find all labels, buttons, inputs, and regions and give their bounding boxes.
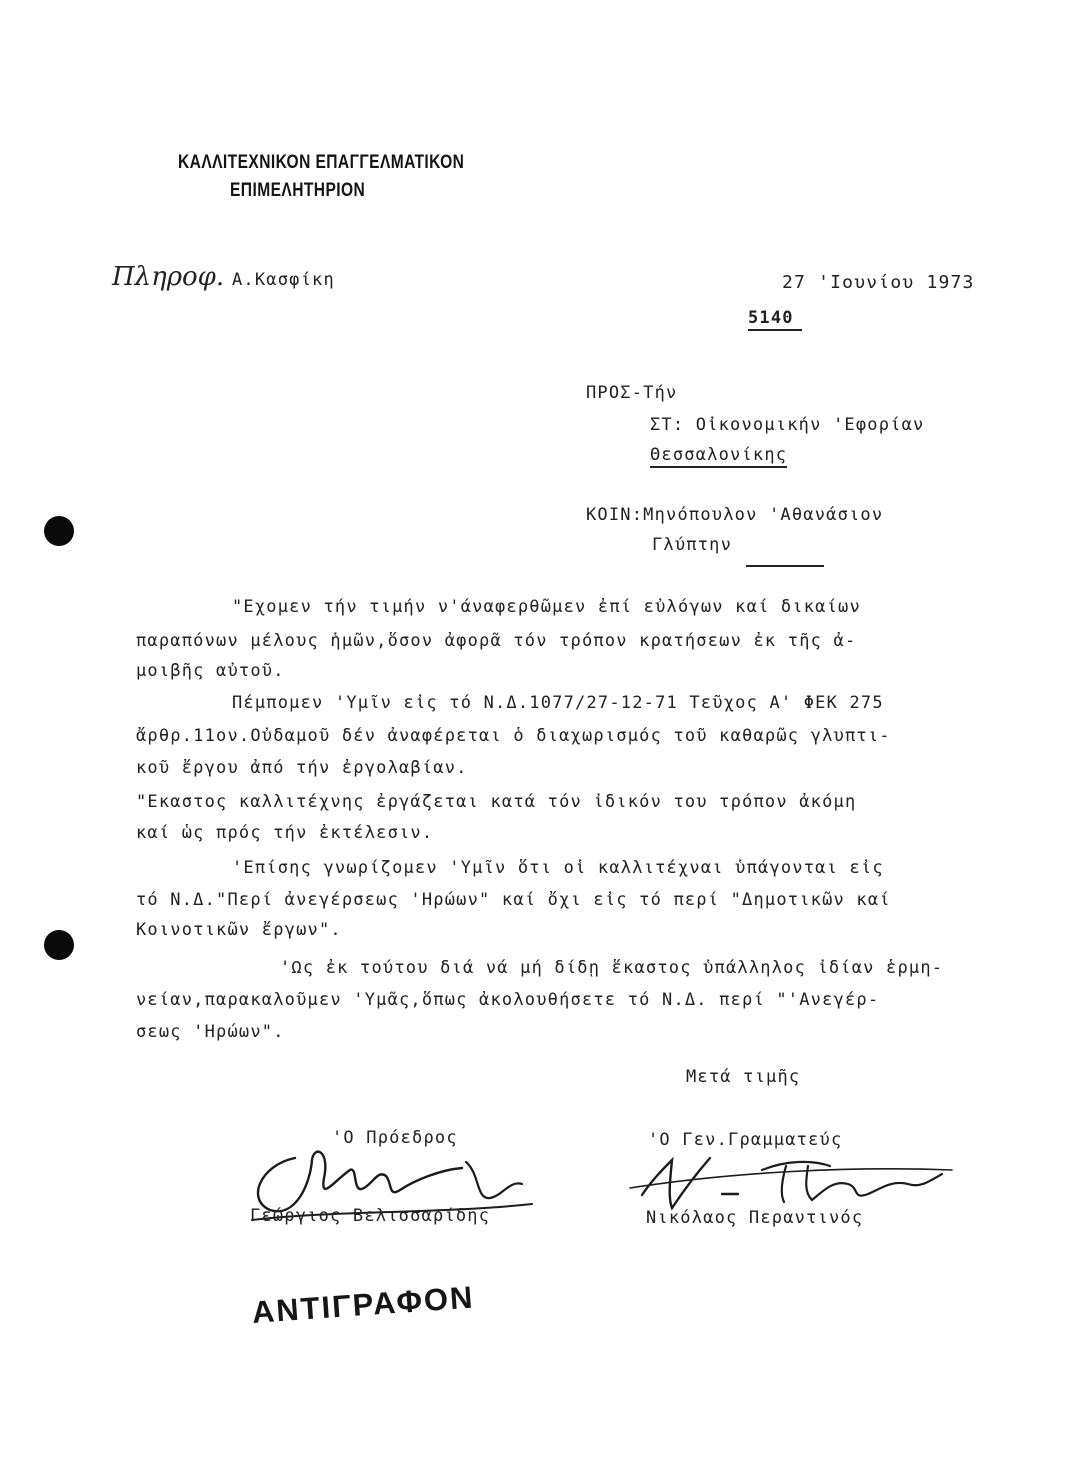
recipient-to-label: ΠΡΟΣ-Τήν	[586, 383, 678, 403]
org-name-line1: ΚΑΛΛΙΤΕΧΝΙΚΟΝ ΕΠΑΓΓΕΛΜΑΤΙΚΟΝ	[178, 152, 465, 173]
body-line: ἄρθρ.11ον.Οὐδαμοῦ δέν ἀναφέρεται ὁ διαχωρισμός τοῦ καθαρῶς γλυπτι-	[136, 726, 891, 746]
body-line: τό Ν.Δ."Περί ἀνεγέρσεως 'Ηρώων" καί ὄχι εἰς τό περί "Δημοτικῶν καί	[136, 890, 891, 910]
body-line: καί ὡς πρός τήν ἐκτέλεσιν.	[136, 823, 434, 843]
info-handwritten-label: Πληροφ.	[112, 262, 225, 292]
letter-date: 27 'Ιουνίου 1973	[782, 272, 975, 293]
hole-punch-top	[44, 516, 74, 546]
org-name-line2: ΕΠΙΜΕΛΗΤΗΡΙΟΝ	[230, 180, 366, 201]
body-line: Πέμπομεν 'Υμῖν εἰς τό Ν.Δ.1077/27-12-71 Τεῦχος Α' ΦΕΚ 275	[232, 693, 884, 713]
recipient-city: Θεσσαλονίκης	[650, 445, 787, 468]
body-line: κοῦ ἔργου ἀπό τήν ἐργολαβίαν.	[136, 758, 468, 778]
secretary-title: 'Ο Γεν.Γραμματεύς	[648, 1130, 843, 1150]
secretary-name: Νικόλαος Περαντινός	[646, 1208, 864, 1228]
cc-profession: Γλύπτην	[652, 535, 733, 555]
body-line: σεως 'Ηρώων".	[136, 1022, 285, 1042]
hole-punch-bottom	[44, 930, 74, 960]
recipient-office: ΣΤ: Οἰκονομικήν 'Εφορίαν	[650, 415, 925, 435]
body-line: παραπόνων μέλους ἡμῶν,ὅσον ἀφορᾶ τόν τρόπον κρατήσεων ἐκ τῆς ἀ-	[136, 631, 857, 651]
body-line: Κοινοτικῶν ἔργων".	[136, 920, 342, 940]
cc-recipient: ΚΟΙΝ:Μηνόπουλον 'Αθανάσιον	[586, 505, 884, 525]
president-title: 'Ο Πρόεδρος	[332, 1128, 458, 1148]
divider-rule	[746, 565, 824, 567]
protocol-number: 5140	[748, 308, 802, 331]
body-line: "Εχομεν τήν τιμήν ν'άναφερθῶμεν ἐπί εὐλόγων καί δικαίων	[232, 597, 861, 617]
body-line: 'Ως ἐκ τούτου διά νά μή δίδῃ ἕκαστος ὑπάλληλος ἰδίαν ἑρμη-	[280, 958, 944, 978]
body-line: μοιβῆς αὐτοῦ.	[136, 661, 285, 681]
president-name: Γεώργιος Βελισσαρίδης	[250, 1206, 491, 1226]
info-contact-name: Α.Κασφίκη	[232, 270, 335, 290]
copy-stamp: ΑΝΤΙΓΡΑΦΟΝ	[250, 1279, 476, 1330]
body-line: 'Επίσης γνωρίζομεν 'Υμῖν ὅτι οἱ καλλιτέχναι ὑπάγονται εἰς	[232, 858, 884, 878]
body-line: νείαν,παρακαλοῦμεν 'Υμᾶς,ὅπως ἀκολουθήσετε τό Ν.Δ. περί "'Ανεγέρ-	[136, 990, 880, 1010]
body-line: "Εκαστος καλλιτέχνης ἐργάζεται κατά τόν ἰδικόν του τρόπον ἀκόμη	[136, 792, 857, 812]
closing-phrase: Μετά τιμῆς	[686, 1067, 801, 1087]
